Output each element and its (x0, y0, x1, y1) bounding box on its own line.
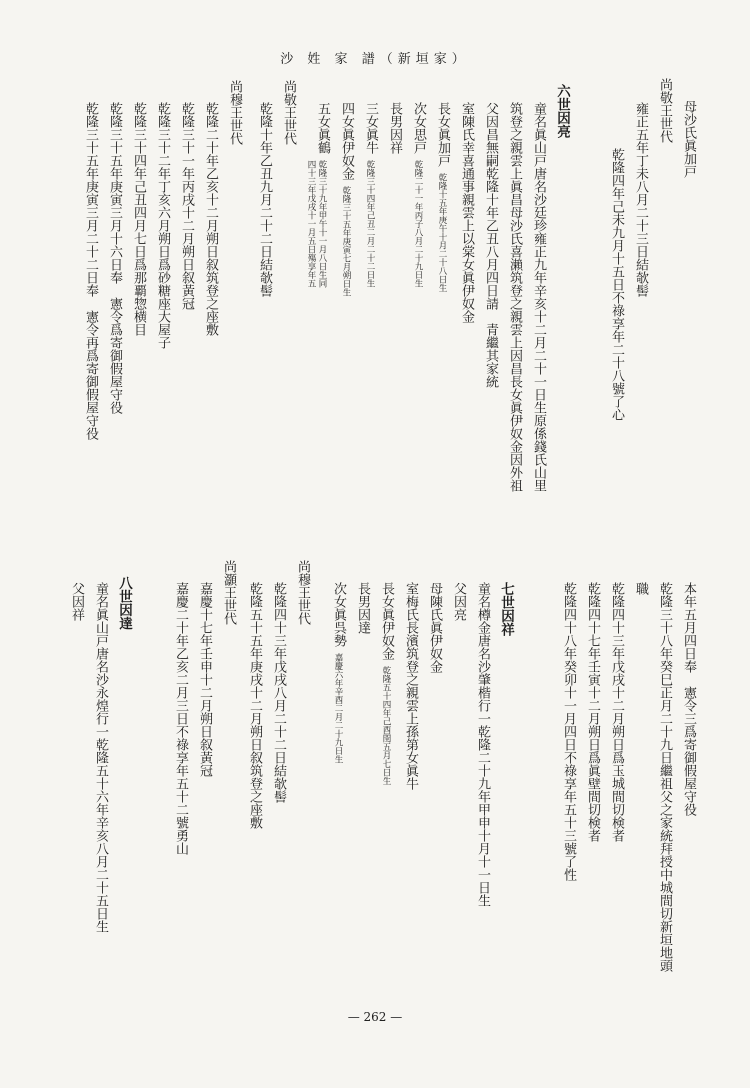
column-text: 八世因達 (116, 576, 132, 630)
text-column (269, 582, 287, 803)
text-column (409, 102, 427, 288)
column-text: 乾隆二十年乙亥十二月朔日叙筑登之座敷 (203, 102, 218, 336)
generation-heading (553, 84, 571, 138)
text-column (631, 102, 649, 297)
text-column (655, 78, 673, 143)
column-text: 乾隆五十五年庚戌十二月朔日叙筑登之座敷 (247, 582, 262, 829)
column-text: 乾隆三十二年丁亥六月朔日爲砂糖座大屋子 (155, 102, 170, 349)
text-column (255, 102, 273, 297)
column-text: 室陳氏幸喜通事親雲上以棠女眞伊奴金 (459, 102, 474, 323)
text-column (583, 582, 601, 842)
text-column (655, 582, 673, 972)
text-column (219, 560, 237, 625)
text-column (679, 100, 697, 178)
column-text: 次女眞呉勢 (331, 582, 346, 647)
text-column (337, 102, 355, 297)
column-text: 四女眞伊奴金 (339, 102, 354, 180)
text-column (171, 582, 189, 855)
column-text: 乾隆三十四年己丑四月七日爲那覇惣横目 (131, 102, 146, 336)
column-text: 童名眞山戸唐名沙廷珍雍正九年辛亥十二月二十一日生原係錢氏山里 (531, 102, 546, 492)
text-column (67, 582, 85, 621)
text-column (607, 582, 625, 842)
text-column (425, 582, 443, 673)
text-column (353, 582, 371, 634)
text-column (559, 582, 577, 881)
text-column (361, 102, 379, 288)
text-column (679, 582, 697, 816)
column-text: 父因祥 (69, 582, 84, 621)
column-text: 長男因祥 (387, 102, 402, 154)
column-text: 母沙氏眞加戸 (681, 100, 696, 178)
column-text: 童名眞山戸唐名沙永煌行一乾隆五十六年辛亥八月二十五日生 (93, 582, 108, 933)
column-text: 嘉慶二十年乙亥二月三日不祿享年五十二號勇山 (173, 582, 188, 855)
page-header: 沙 姓 家 譜（新垣家） (280, 52, 470, 67)
text-column (293, 560, 311, 625)
text-column (385, 102, 403, 154)
page-number: — 262 — (347, 1010, 403, 1024)
generation-heading (497, 582, 515, 636)
column-text: 雍正五年丁未八月二十三日結欹髻 (633, 102, 648, 297)
text-column (481, 102, 499, 388)
text-column (505, 102, 523, 492)
birth-note: 乾隆三十四年己丑二月二十二日生 (365, 160, 375, 288)
birth-note: 乾隆三十五年庚寅七月朔日生 (341, 186, 351, 297)
column-text: 乾隆三十五年庚寅三月十六日奉 憲令爲寄御假屋守役 (107, 102, 122, 414)
birth-note: 乾隆十五年庚午十月二十八日生 (437, 173, 447, 292)
birth-note: 乾隆二十一年丙子八月二十九日生 (413, 160, 423, 288)
text-column (457, 102, 475, 323)
column-text: 父因昌無嗣乾隆十年乙丑八月四日請 青繼其家統 (483, 102, 498, 388)
column-text: 三女眞牛 (363, 102, 378, 154)
birth-note: 乾隆三十九年甲午十一月八日生同 (317, 160, 327, 288)
text-column (529, 102, 547, 492)
column-text: 筑登之親雲上眞昌母沙氏喜瀨筑登之親雲上因昌長女眞伊奴金因外祖 (507, 102, 522, 492)
column-text: 乾隆四十七年壬寅十二月朔日爲眞壁間切検者 (585, 582, 600, 842)
text-column (377, 582, 395, 785)
text-column (302, 160, 320, 288)
text-column (201, 102, 219, 336)
column-text: 乾隆四十三年戊戌八月二十二日結欹髻 (271, 582, 286, 803)
column-text: 本年五月四日奉 憲令三爲寄御假屋守役 (681, 582, 696, 816)
text-column (279, 80, 297, 145)
column-text: 職 (633, 582, 648, 595)
text-column (473, 582, 491, 907)
column-text: 尚敬王世代 (281, 80, 296, 145)
column-text: 乾隆三十一年丙戌十二月朔日叙黃冠 (179, 102, 194, 310)
column-text: 次女思戸 (411, 102, 426, 154)
text-column (329, 582, 347, 764)
column-text: 乾隆四十八年癸卯十一月四日不祿享年五十三號了性 (561, 582, 576, 881)
column-text: 長男因達 (355, 582, 370, 634)
text-column (631, 582, 649, 595)
column-text: 室梅氏長濱筑登之親雲上孫第女眞牛 (403, 582, 418, 790)
text-column (401, 582, 419, 790)
column-text: 父因亮 (451, 582, 466, 621)
column-text: 乾隆十年乙丑九月二十二日結欹髻 (257, 102, 272, 297)
column-text: 乾隆四十三年戊戌十二月朔日爲玉城間切検者 (609, 582, 624, 842)
generation-heading (115, 576, 133, 630)
birth-note: 乾隆五十四年己酉閏五月七日生 (381, 666, 391, 785)
birth-note: 嘉慶六年辛酉二月二十九日生 (333, 653, 343, 764)
column-text: 尚灝王世代 (221, 560, 236, 625)
text-column (225, 80, 243, 145)
column-text: 長女眞加戸 (435, 102, 450, 167)
column-text: 尚穆王世代 (295, 560, 310, 625)
text-column (81, 102, 99, 440)
text-column (449, 582, 467, 621)
birth-note: 四十三年戊戌十一月五日殤享年五 (306, 160, 316, 288)
text-column (245, 582, 263, 829)
text-column (129, 102, 147, 336)
text-column (195, 582, 213, 777)
column-text: 長女眞伊奴金 (379, 582, 394, 660)
column-text: 乾隆三十八年癸巳正月二十九日繼祖父之家統拜授中城間切新垣地頭 (657, 582, 672, 972)
column-text: 乾隆四年己未九月十五日不祿享年二十八號了心 (609, 148, 624, 421)
column-text: 嘉慶十七年壬申十二月朔日叙黃冠 (197, 582, 212, 777)
text-column (105, 102, 123, 414)
column-text: 尚敬王世代 (657, 78, 672, 143)
text-column (153, 102, 171, 349)
column-text: 童名樽金唐名沙肇楷行一乾隆二十九年甲申十月十一日生 (475, 582, 490, 907)
column-text: 六世因亮 (554, 84, 570, 138)
text-column (433, 102, 451, 292)
column-text: 乾隆三十五年庚寅三月二十二日奉 憲令再爲寄御假屋守役 (83, 102, 98, 440)
column-text: 母陳氏眞伊奴金 (427, 582, 442, 673)
text-column (177, 102, 195, 310)
column-text: 七世因祥 (498, 582, 514, 636)
column-text: 尚穆王世代 (227, 80, 242, 145)
column-text: 五女眞鶴 (315, 102, 330, 154)
text-column (607, 148, 625, 421)
text-column (91, 582, 109, 933)
